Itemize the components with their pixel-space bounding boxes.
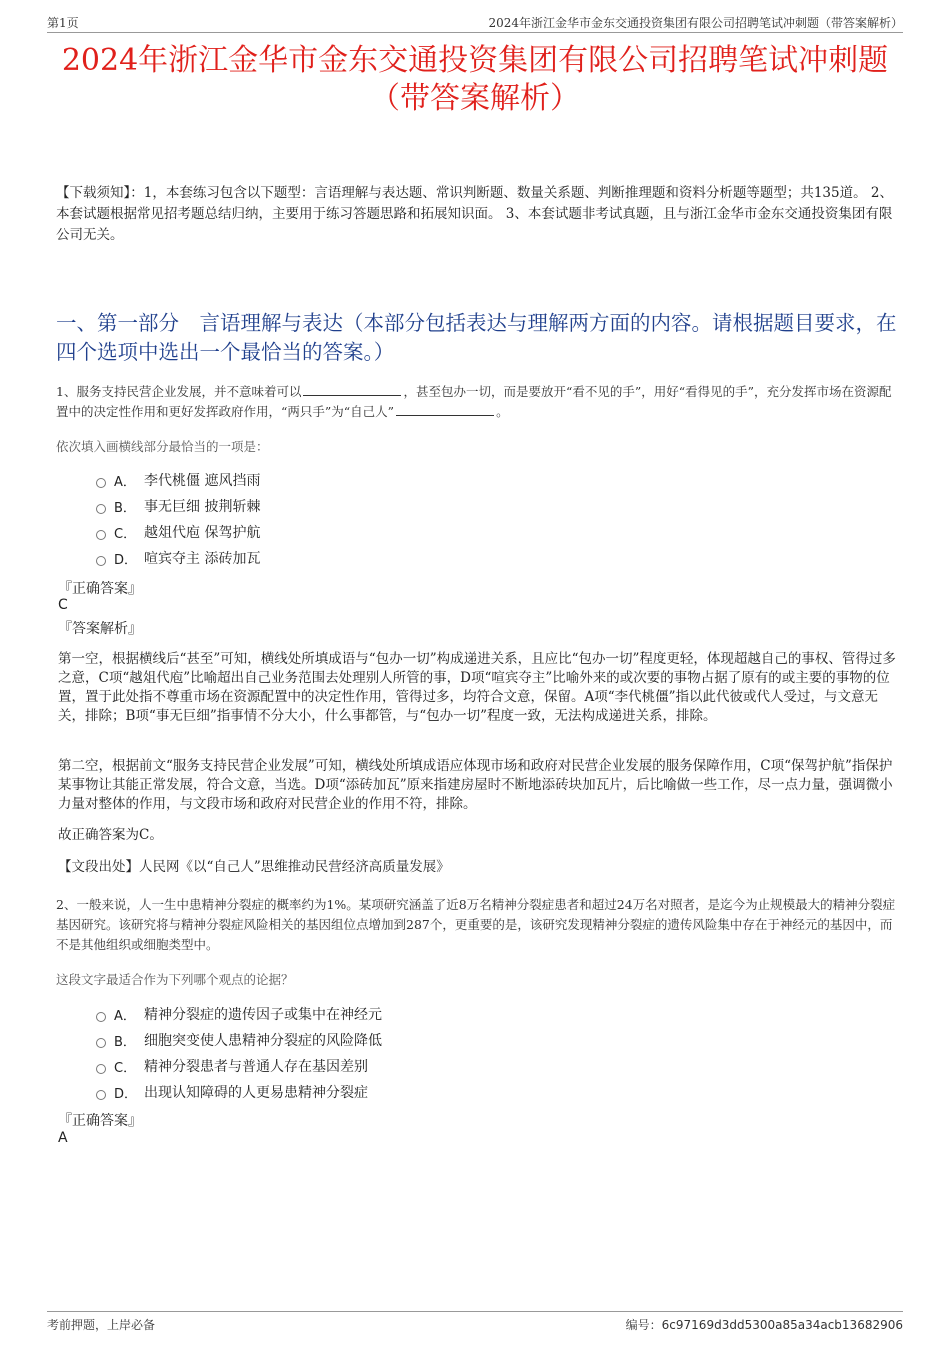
text-source: 【文段出处】人民网《以“自己人”思维推动民营经济高质量发展》 [58,859,450,875]
radio-icon[interactable] [96,1090,106,1100]
radio-icon[interactable] [96,504,106,514]
header-doc-title: 2024年浙江金华市金东交通投资集团有限公司招聘笔试冲刺题（带答案解析） [488,16,903,30]
fill-blank [396,403,494,416]
radio-icon[interactable] [96,556,106,566]
radio-icon[interactable] [96,1038,106,1048]
section-heading: 一、第一部分 言语理解与表达（本部分包括表达与理解两方面的内容。请根据题目要求，在四个选项中选出一个最恰当的答案。） [56,311,897,364]
radio-icon[interactable] [96,530,106,540]
option-d[interactable]: D． 喧宾夺主 添砖加瓦 [96,545,260,571]
question-1-text [56,382,898,422]
footer-slogan: 考前押题，上岸必备 [47,1318,156,1332]
title-line-1: 2024年浙江金华市金东交通投资集团有限公司招聘笔试冲刺题 [61,43,889,78]
radio-icon[interactable] [96,1012,106,1022]
correct-answer: A [58,1130,68,1146]
page-header [47,12,903,33]
question-2-prompt: 这段文字最适合作为下列哪个观点的论据？ [56,972,294,987]
option-b[interactable]: B． 事无巨细 披荆斩棘 [96,493,260,519]
page-footer [47,1311,903,1336]
q1-text-part-c: 。 [496,404,509,419]
option-a[interactable]: A． 李代桃僵 遮风挡雨 [96,467,260,493]
analysis-paragraph-1: 第一空，根据横线后“甚至”可知，横线处所填成语与“包办一切”构成递进关系，且应比“包办一切”程度更轻，体现超越自己的事权、管得过多之意，C项“越俎代庖”比喻超出自己业务范围去处理别人所管的事，D项“喧宾夺主”比喻外来的或次要的事物占据了原有的或主要的事物的位置，置于此处指不尊重市场在资源配置中的决定性作用，管得过多，均符合文意，保留。A项“李代桃僵”指以此代彼或代人受过，与文意无关，排除；B项“事无巨细”指事情不分大小，什么事都管，与“包办一切”程度一致，无法构成递进关系，排除。 [58,651,896,724]
question-1-prompt: 依次填入画横线部分最恰当的一项是： [56,439,269,454]
question-2-options [96,1001,382,1105]
option-c[interactable]: C． 越俎代庖 保驾护航 [96,519,260,545]
title-line-2: （带答案解析） [370,81,580,116]
download-notice: 【下载须知】：1，本套练习包含以下题型：言语理解与表达题、常识判断题、数量关系题、判断推理题和资料分析题等题型；共135道。 2、本套试题根据常见招考题总结归纳，主要用于练习答题思路和拓展知识面。 3、本套试题非考试真题，且与浙江金华市金东交通投资集团有限公司无关。 [56,185,893,243]
radio-icon[interactable] [96,478,106,488]
document-title [40,42,910,118]
document-code: 编号：6c97169d3dd5300a85a34acb13682906 [625,1318,903,1332]
question-1-options [96,467,260,571]
radio-icon[interactable] [96,1064,106,1074]
q1-text-part-b: ，甚至包办一切，而是要放开“看不见的手”，用好“看得见的手”，充分发挥市场在资源配置中的决定性作用和更好发挥政府作用，“两只手”为“自己人” [56,384,892,419]
answer-label: 『正确答案』 [58,1113,142,1129]
option-b[interactable]: B． 细胞突变使人患精神分裂症的风险降低 [96,1027,382,1053]
page-number: 第1页 [47,16,79,30]
option-d[interactable]: D． 出现认知障碍的人更易患精神分裂症 [96,1079,382,1105]
fill-blank [303,383,401,396]
answer-label: 『正确答案』 [58,581,142,597]
analysis-paragraph-2: 第二空，根据前文“服务支持民营企业发展”可知，横线处所填成语应体现市场和政府对民营企业发展的服务保障作用，C项“保驾护航”指保护某事物让其能正常发展，符合文意，当选。D项“添砖加瓦”原来指建房屋时不断地添砖块加瓦片，后比喻做一些工作，尽一点力量，强调微小力量对整体的作用，与文段市场和政府对民营企业的作用不符，排除。 [58,758,893,812]
option-c[interactable]: C． 精神分裂患者与普通人存在基因差别 [96,1053,382,1079]
q1-text-part-a: 1、服务支持民营企业发展，并不意味着可以 [56,384,302,399]
option-a[interactable]: A． 精神分裂症的遗传因子或集中在神经元 [96,1001,382,1027]
correct-answer: C [58,597,68,613]
analysis-conclusion: 故正确答案为C。 [58,827,163,843]
analysis-label: 『答案解析』 [58,621,142,637]
question-2-text: 2、一般来说，人一生中患精神分裂症的概率约为1%。某项研究涵盖了近8万名精神分裂症患者和超过24万名对照者，是迄今为止规模最大的精神分裂症基因研究。该研究将与精神分裂症风险相关的基因组位点增加到287个，更重要的是，该研究发现精神分裂症的遗传风险集中存在于神经元的基因中，而不是其他组织或细胞类型中。 [56,897,896,952]
